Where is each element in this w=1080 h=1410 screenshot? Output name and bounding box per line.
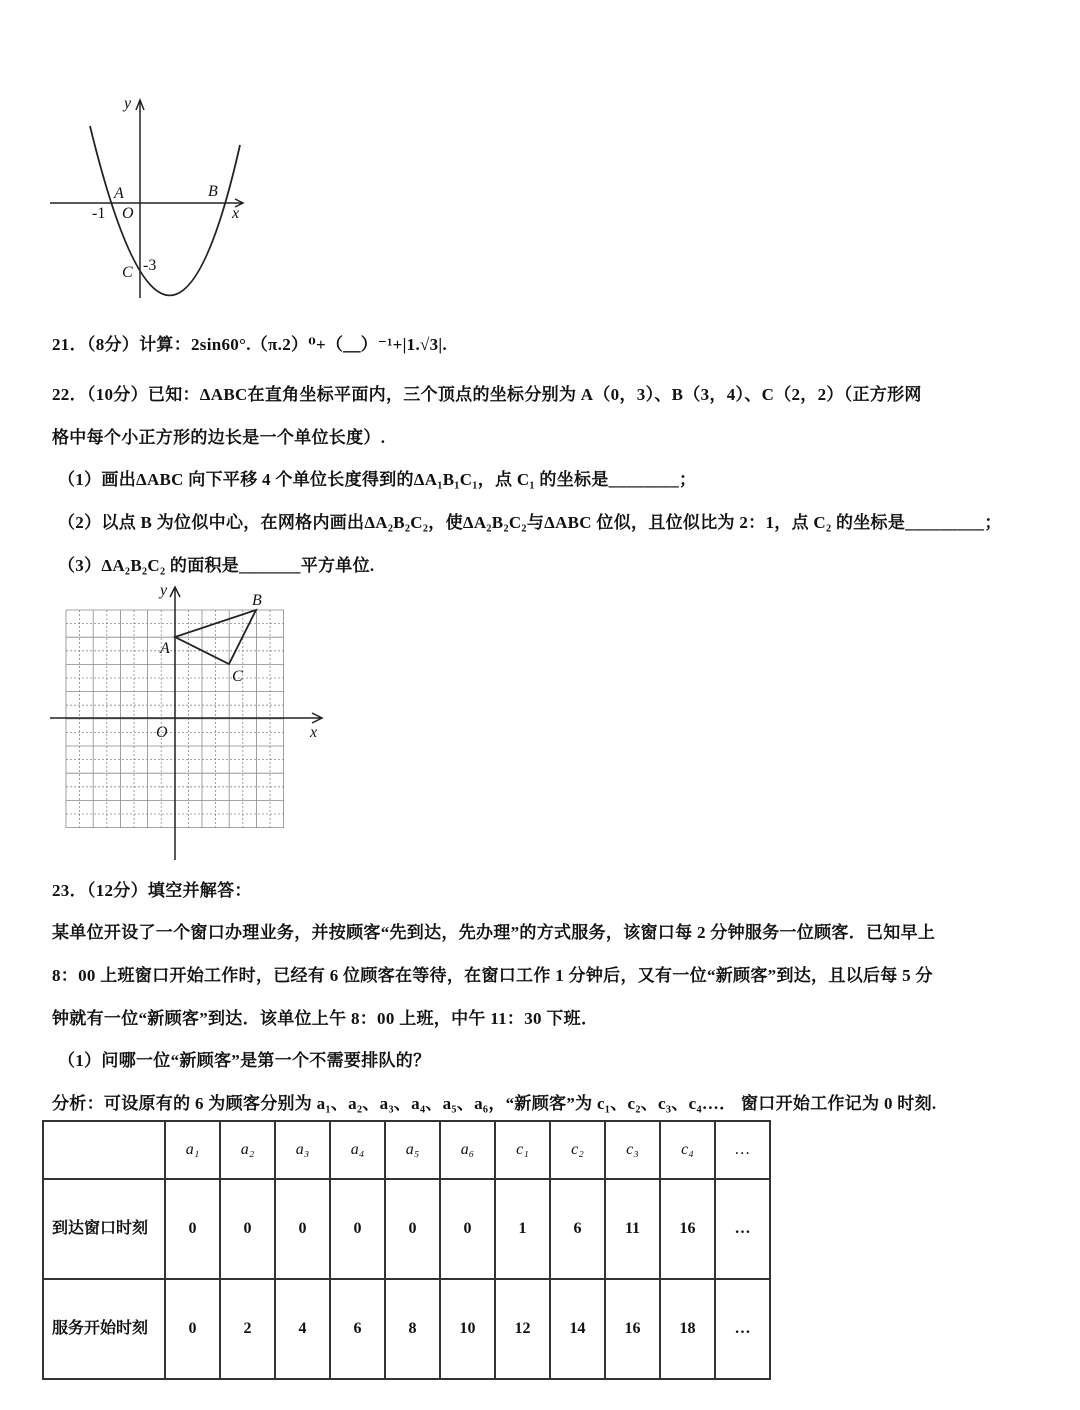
question-23-line2: 8：00 上班窗口开始工作时，已经有 6 位顾客在等待，在窗口工作 1 分钟后，又有一位“新顾客”到达，且以后每 5 分 xyxy=(52,966,933,985)
table-header-cell: a₅ xyxy=(385,1121,440,1179)
question-22-part1: （1）画出ΔABC 向下平移 4 个单位长度得到的ΔA₁B₁C₁，点 C₁ 的坐标是________； xyxy=(58,470,697,489)
parabola-graph xyxy=(0,0,300,310)
table-header-cell xyxy=(43,1121,165,1179)
tick-neg3: -3 xyxy=(143,257,157,274)
point-a-label: A xyxy=(160,640,170,657)
row-label: 到达窗口时刻 xyxy=(43,1179,165,1279)
y-axis-label: y xyxy=(160,582,168,599)
table-cell: 18 xyxy=(660,1279,715,1379)
question-22-line1: 22．（10分）已知：ΔABC在直角坐标平面内，三个顶点的坐标分别为 A（0，3）、B（3，4）、C（2，2）（正方形网 xyxy=(52,385,922,404)
question-22-part2: （2）以点 B 为位似中心，在网格内画出ΔA₂B₂C₂，使ΔA₂B₂C₂与ΔABC 位似，且位似比为 2：1，点 C₂ 的坐标是_________； xyxy=(58,513,1002,532)
table-cell: 14 xyxy=(550,1279,605,1379)
table-header-cell: a₃ xyxy=(275,1121,330,1179)
table-header-cell: a₁ xyxy=(165,1121,220,1179)
table-cell: … xyxy=(715,1179,770,1279)
point-b-label: B xyxy=(252,592,262,609)
table-header-cell: a₆ xyxy=(440,1121,495,1179)
table-cell: 0 xyxy=(275,1179,330,1279)
coordinate-grid xyxy=(0,575,340,865)
x-axis-label: x xyxy=(310,724,318,741)
table-header-cell: c₄ xyxy=(660,1121,715,1179)
question-22-line2: 格中每个小正方形的边长是一个单位长度）. xyxy=(52,428,386,447)
table-cell: 16 xyxy=(605,1279,660,1379)
table-cell: 0 xyxy=(165,1179,220,1279)
table-cell: 4 xyxy=(275,1279,330,1379)
customer-time-table xyxy=(42,1120,771,1380)
table-cell: 2 xyxy=(220,1279,275,1379)
table-header-cell: a₄ xyxy=(330,1121,385,1179)
question-21: 21．（8分）计算：2sin60°.（π.2）⁰+（＿）⁻¹+|1.√3|. xyxy=(52,335,448,354)
question-23-title: 23．（12分）填空并解答： xyxy=(52,881,252,900)
question-23-line1: 某单位开设了一个窗口办理业务，并按顾客“先到达，先办理”的方式服务，该窗口每 2 分钟服务一位顾客．已知早上 xyxy=(52,923,936,942)
origin-label: O xyxy=(156,724,168,741)
table-header-cell: c₂ xyxy=(550,1121,605,1179)
table-row xyxy=(43,1179,770,1279)
table-cell: … xyxy=(715,1279,770,1379)
question-22-part3: （3）ΔA₂B₂C₂ 的面积是_______平方单位. xyxy=(58,556,375,575)
question-23-line3: 钟就有一位“新顾客”到达．该单位上午 8：00 上班，中午 11：30 下班． xyxy=(52,1009,599,1028)
table-cell: 10 xyxy=(440,1279,495,1379)
question-23-analysis: 分析：可设原有的 6 为顾客分别为 a₁、a₂、a₃、a₄、a₅、a₆，“新顾客”为 c₁、c₂、c₃、c₄…． 窗口开始工作记为 0 时刻. xyxy=(52,1094,937,1113)
table-cell: 0 xyxy=(165,1279,220,1379)
table-cell: 0 xyxy=(330,1179,385,1279)
point-b-label: B xyxy=(208,183,218,200)
table-header-cell: c₃ xyxy=(605,1121,660,1179)
table-cell: 12 xyxy=(495,1279,550,1379)
table-header-cell: … xyxy=(715,1121,770,1179)
y-axis-label: y xyxy=(124,95,132,112)
table-header-cell: c₁ xyxy=(495,1121,550,1179)
point-c-label: C xyxy=(122,264,133,281)
table-cell: 8 xyxy=(385,1279,440,1379)
table-cell: 11 xyxy=(605,1179,660,1279)
table-row xyxy=(43,1279,770,1379)
table-cell: 0 xyxy=(440,1179,495,1279)
table-cell: 1 xyxy=(495,1179,550,1279)
table-cell: 16 xyxy=(660,1179,715,1279)
tick-neg1: -1 xyxy=(92,205,106,222)
table-cell: 6 xyxy=(550,1179,605,1279)
origin-label: O xyxy=(122,205,134,222)
table-cell: 0 xyxy=(220,1179,275,1279)
table-cell: 0 xyxy=(385,1179,440,1279)
table-header-row xyxy=(43,1121,770,1179)
table-header-cell: a₂ xyxy=(220,1121,275,1179)
point-c-label: C xyxy=(232,668,243,685)
x-axis-label: x xyxy=(232,205,240,222)
point-a-label: A xyxy=(114,185,124,202)
question-23-part1: （1）问哪一位“新顾客”是第一个不需要排队的？ xyxy=(58,1051,431,1070)
table-cell: 6 xyxy=(330,1279,385,1379)
row-label: 服务开始时刻 xyxy=(43,1279,165,1379)
